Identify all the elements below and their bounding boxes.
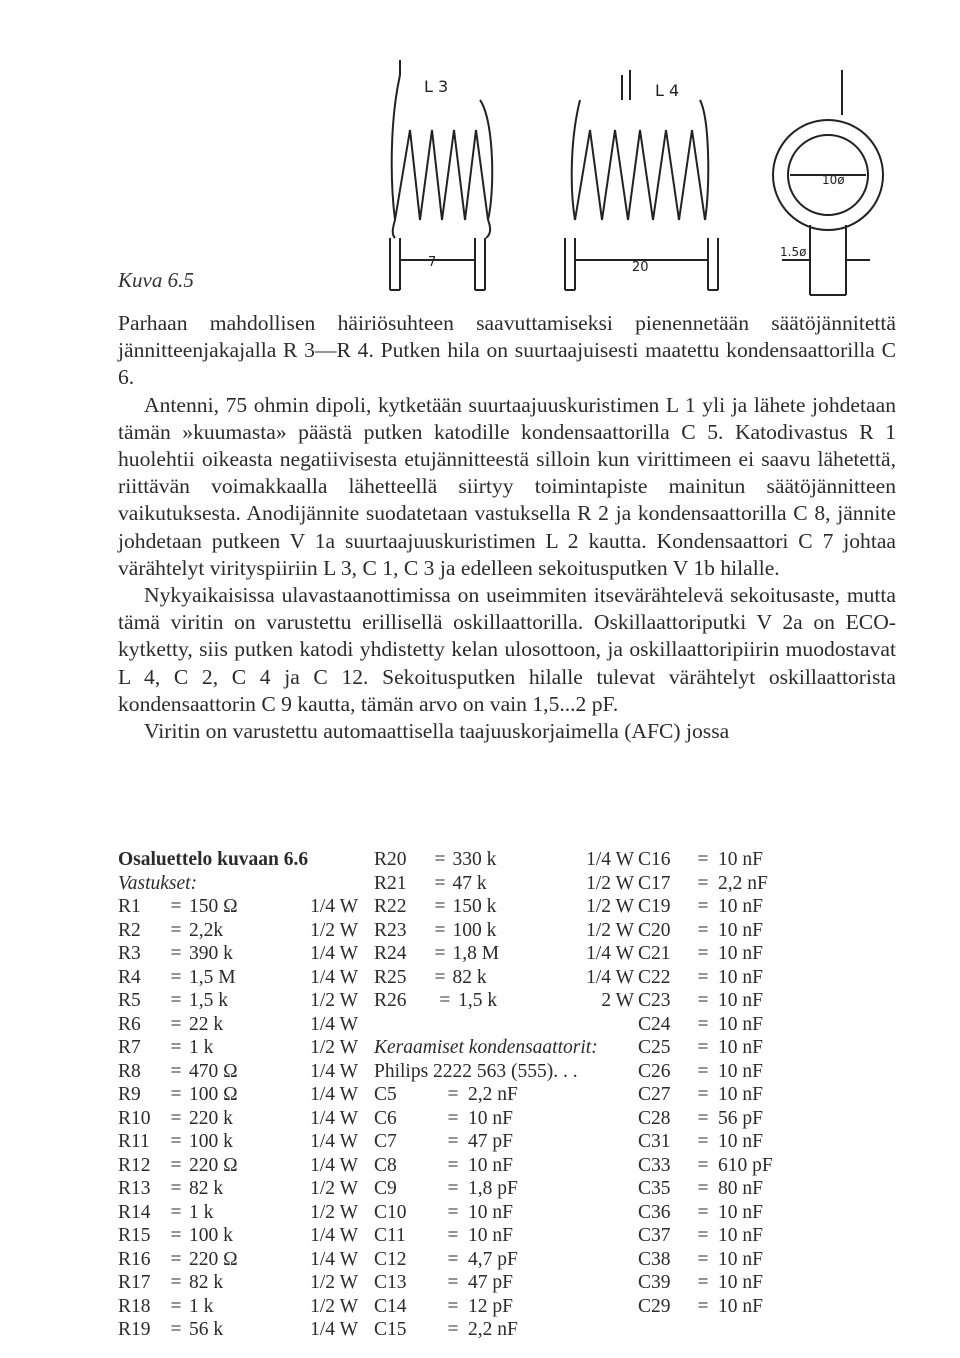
part-value: 10 nF bbox=[718, 1248, 763, 1270]
parts-row bbox=[638, 1177, 798, 1201]
part-id: C35 bbox=[638, 1178, 671, 1199]
equals-sign: = bbox=[447, 1084, 459, 1105]
equals-sign: = bbox=[697, 990, 709, 1011]
part-value: 100 k bbox=[188, 1225, 233, 1246]
dim-7: 7 bbox=[428, 255, 437, 270]
part-id: C28 bbox=[638, 1107, 671, 1129]
part-value: 1 k bbox=[188, 1037, 214, 1058]
part-rating: 1/2 W bbox=[310, 990, 358, 1011]
part-rating: 1/4 W bbox=[310, 1107, 358, 1129]
parts-row bbox=[638, 1201, 798, 1225]
part-id: C11 bbox=[374, 1225, 406, 1246]
parts-row bbox=[118, 1013, 358, 1037]
part-value: 10 nF bbox=[718, 943, 763, 964]
parts-row bbox=[118, 1154, 358, 1178]
parts-row bbox=[638, 1271, 798, 1295]
part-id: C33 bbox=[638, 1154, 671, 1176]
equals-sign: = bbox=[170, 1154, 182, 1176]
parts-row bbox=[638, 1295, 798, 1319]
part-value: 100 k bbox=[188, 1131, 233, 1152]
equals-sign: = bbox=[170, 1084, 182, 1105]
equals-sign: = bbox=[434, 919, 446, 941]
part-value: 1,5 k bbox=[458, 990, 498, 1011]
equals-sign: = bbox=[447, 1178, 459, 1199]
part-id: R8 bbox=[118, 1060, 141, 1082]
part-id: R1 bbox=[118, 896, 141, 917]
part-value: 2,2k bbox=[188, 919, 224, 941]
parts-row bbox=[374, 1318, 634, 1342]
part-value: 10 nF bbox=[718, 1201, 763, 1223]
part-value: 80 nF bbox=[718, 1178, 763, 1199]
part-id: R9 bbox=[118, 1084, 141, 1105]
part-value: 22 k bbox=[188, 1013, 224, 1035]
part-id: C39 bbox=[638, 1272, 671, 1293]
part-id: R19 bbox=[118, 1319, 151, 1340]
part-id: C14 bbox=[374, 1295, 407, 1317]
part-id: C6 bbox=[374, 1107, 397, 1129]
part-value: 10 nF bbox=[718, 1272, 763, 1293]
part-id: R5 bbox=[118, 990, 141, 1011]
part-value: 220 Ω bbox=[188, 1154, 238, 1176]
part-id: R15 bbox=[118, 1225, 151, 1246]
equals-sign: = bbox=[697, 1225, 709, 1246]
part-rating: 1/4 W bbox=[310, 896, 358, 917]
parts-row bbox=[374, 942, 634, 966]
part-id: C10 bbox=[374, 1201, 407, 1223]
part-id: C26 bbox=[638, 1060, 671, 1082]
equals-sign: = bbox=[697, 1013, 709, 1035]
part-rating: 1/4 W bbox=[586, 943, 634, 964]
part-rating: 1/2 W bbox=[586, 896, 634, 917]
parts-row bbox=[118, 942, 358, 966]
part-rating: 1/4 W bbox=[310, 1248, 358, 1270]
part-value: 2,2 nF bbox=[468, 1084, 518, 1105]
philips-line: Philips 2222 563 (555). . . bbox=[374, 1060, 578, 1082]
part-value: 2,2 nF bbox=[718, 872, 768, 894]
part-value: 56 pF bbox=[718, 1107, 763, 1129]
part-rating: 1/2 W bbox=[586, 872, 634, 894]
part-id: R14 bbox=[118, 1201, 151, 1223]
parts-row bbox=[374, 1295, 634, 1319]
equals-sign: = bbox=[434, 966, 446, 988]
parts-row bbox=[118, 1271, 358, 1295]
part-id: C13 bbox=[374, 1272, 407, 1293]
equals-sign: = bbox=[447, 1131, 459, 1152]
part-value: 150 Ω bbox=[188, 896, 238, 917]
part-rating: 1/4 W bbox=[310, 1225, 358, 1246]
part-id: C5 bbox=[374, 1084, 397, 1105]
equals-sign: = bbox=[170, 1319, 182, 1340]
parts-row bbox=[638, 1036, 798, 1060]
part-id: C37 bbox=[638, 1225, 671, 1246]
equals-sign: = bbox=[697, 1248, 709, 1270]
parts-row bbox=[374, 966, 634, 990]
part-rating: 1/2 W bbox=[310, 1295, 358, 1317]
spacer-row bbox=[374, 1013, 634, 1037]
part-value: 10 nF bbox=[718, 849, 763, 870]
dim-15: 1.5ø bbox=[780, 245, 807, 259]
part-id: R17 bbox=[118, 1272, 151, 1293]
part-value: 2,2 nF bbox=[468, 1319, 518, 1340]
equals-sign: = bbox=[170, 990, 182, 1011]
parts-row bbox=[374, 848, 634, 872]
equals-sign: = bbox=[434, 896, 446, 917]
equals-sign: = bbox=[697, 1107, 709, 1129]
part-value: 4,7 pF bbox=[468, 1248, 518, 1270]
equals-sign: = bbox=[170, 1107, 182, 1129]
part-rating: 1/4 W bbox=[310, 1131, 358, 1152]
parts-row bbox=[118, 1083, 358, 1107]
parts-row bbox=[374, 895, 634, 919]
paragraph: Viritin on varustettu automaattisella taajuuskorjaimella (AFC) jossa bbox=[144, 719, 730, 744]
part-rating: 1/4 W bbox=[586, 966, 634, 988]
part-value: 10 nF bbox=[718, 1131, 763, 1152]
equals-sign: = bbox=[697, 896, 709, 917]
parts-row bbox=[118, 1177, 358, 1201]
part-id: R23 bbox=[374, 919, 407, 941]
part-value: 1 k bbox=[188, 1295, 214, 1317]
parts-row bbox=[374, 1130, 634, 1154]
parts-row bbox=[374, 1154, 634, 1178]
parts-row bbox=[374, 919, 634, 943]
equals-sign: = bbox=[170, 1201, 182, 1223]
part-id: R18 bbox=[118, 1295, 151, 1317]
part-id: R10 bbox=[118, 1107, 151, 1129]
part-rating: 2 W bbox=[601, 990, 634, 1011]
part-id: R3 bbox=[118, 943, 141, 964]
parts-row bbox=[638, 966, 798, 990]
equals-sign: = bbox=[434, 943, 446, 964]
dim-10: 10ø bbox=[822, 173, 845, 187]
parts-row bbox=[118, 989, 358, 1013]
parts-column-3 bbox=[638, 848, 798, 1318]
part-id: C36 bbox=[638, 1201, 671, 1223]
part-value: 82 k bbox=[188, 1178, 224, 1199]
part-id: R20 bbox=[374, 849, 407, 870]
part-value: 100 Ω bbox=[188, 1084, 238, 1105]
part-value: 10 nF bbox=[718, 990, 763, 1011]
part-rating: 1/2 W bbox=[310, 1178, 358, 1199]
equals-sign: = bbox=[447, 1107, 459, 1129]
equals-sign: = bbox=[170, 966, 182, 988]
equals-sign: = bbox=[170, 1060, 182, 1082]
parts-row bbox=[118, 1224, 358, 1248]
resistors-heading: Vastukset: bbox=[118, 872, 198, 894]
part-id: R13 bbox=[118, 1178, 151, 1199]
part-id: R12 bbox=[118, 1154, 151, 1176]
equals-sign: = bbox=[697, 872, 709, 894]
part-value: 1,8 pF bbox=[468, 1178, 518, 1199]
parts-column-1 bbox=[118, 848, 358, 1342]
parts-heading: Osaluettelo kuvaan 6.6 bbox=[118, 849, 309, 870]
equals-sign: = bbox=[697, 966, 709, 988]
part-value: 1,5 M bbox=[188, 966, 236, 988]
part-rating: 1/2 W bbox=[310, 1272, 358, 1293]
part-rating: 1/4 W bbox=[310, 1013, 358, 1035]
parts-row bbox=[118, 1318, 358, 1342]
parts-row bbox=[638, 1083, 798, 1107]
equals-sign: = bbox=[697, 943, 709, 964]
equals-sign: = bbox=[447, 1272, 459, 1293]
paragraph: Parhaan mahdollisen häiriösuhteen saavuttamiseksi pienennetään säätöjännitettä jännitteenjakajalla R 3—R 4. Putken hila on suurtaajuisesti maatettu kondensaattorilla C 6. bbox=[118, 311, 896, 390]
part-rating: 1/4 W bbox=[310, 966, 358, 988]
part-value: 10 nF bbox=[468, 1107, 513, 1129]
part-id: C12 bbox=[374, 1248, 407, 1270]
part-id: C9 bbox=[374, 1178, 397, 1199]
equals-sign: = bbox=[697, 1154, 709, 1176]
part-value: 220 k bbox=[188, 1107, 233, 1129]
part-id: R2 bbox=[118, 919, 141, 941]
parts-row bbox=[374, 1083, 634, 1107]
part-value: 10 nF bbox=[718, 1060, 763, 1082]
part-value: 470 Ω bbox=[188, 1060, 238, 1082]
parts-row bbox=[374, 1177, 634, 1201]
part-value: 10 nF bbox=[718, 1037, 763, 1058]
parts-row bbox=[374, 872, 634, 896]
parts-row bbox=[638, 1060, 798, 1084]
part-id: C21 bbox=[638, 943, 671, 964]
equals-sign: = bbox=[170, 1248, 182, 1270]
equals-sign: = bbox=[170, 1295, 182, 1317]
equals-sign: = bbox=[434, 872, 446, 894]
part-value: 330 k bbox=[452, 849, 497, 870]
parts-row bbox=[638, 1013, 798, 1037]
parts-row bbox=[118, 1248, 358, 1272]
equals-sign: = bbox=[447, 1154, 459, 1176]
part-value: 10 nF bbox=[718, 966, 763, 988]
part-rating: 1/2 W bbox=[586, 919, 634, 941]
part-id: C17 bbox=[638, 872, 671, 894]
part-value: 10 nF bbox=[718, 919, 763, 941]
part-value: 10 nF bbox=[718, 1013, 763, 1035]
part-value: 1 k bbox=[188, 1201, 214, 1223]
equals-sign: = bbox=[170, 896, 182, 917]
parts-row bbox=[118, 895, 358, 919]
equals-sign: = bbox=[170, 1131, 182, 1152]
part-id: R25 bbox=[374, 966, 407, 988]
parts-row bbox=[374, 989, 634, 1013]
part-value: 10 nF bbox=[468, 1225, 513, 1246]
part-id: C27 bbox=[638, 1084, 671, 1105]
dim-20: 20 bbox=[632, 260, 649, 275]
part-value: 610 pF bbox=[718, 1154, 773, 1176]
equals-sign: = bbox=[697, 1178, 709, 1199]
part-rating: 1/2 W bbox=[310, 1037, 358, 1058]
part-id: R6 bbox=[118, 1013, 141, 1035]
part-id: C7 bbox=[374, 1131, 397, 1152]
equals-sign: = bbox=[697, 1060, 709, 1082]
part-id: C38 bbox=[638, 1248, 671, 1270]
part-value: 10 nF bbox=[718, 896, 763, 917]
equals-sign: = bbox=[697, 849, 709, 870]
equals-sign: = bbox=[447, 1295, 459, 1317]
part-value: 12 pF bbox=[468, 1295, 513, 1317]
part-id: R11 bbox=[118, 1131, 150, 1152]
part-rating: 1/4 W bbox=[310, 1084, 358, 1105]
part-rating: 1/2 W bbox=[310, 1201, 358, 1223]
part-id: R24 bbox=[374, 943, 407, 964]
equals-sign: = bbox=[697, 1272, 709, 1293]
parts-row bbox=[638, 848, 798, 872]
parts-row bbox=[638, 1154, 798, 1178]
part-value: 47 k bbox=[452, 872, 487, 894]
part-value: 82 k bbox=[188, 1272, 224, 1293]
equals-sign: = bbox=[447, 1225, 459, 1246]
part-id: R21 bbox=[374, 872, 407, 894]
part-id: R7 bbox=[118, 1037, 141, 1058]
part-id: R4 bbox=[118, 966, 141, 988]
parts-row bbox=[118, 1130, 358, 1154]
parts-row bbox=[118, 1201, 358, 1225]
coil-figure bbox=[110, 60, 910, 310]
part-id: R26 bbox=[374, 990, 407, 1011]
part-value: 150 k bbox=[452, 896, 497, 917]
label-l3: L 3 bbox=[424, 77, 449, 96]
equals-sign: = bbox=[170, 943, 182, 964]
parts-row bbox=[118, 1295, 358, 1319]
part-value: 1,5 k bbox=[188, 990, 228, 1011]
part-id: C8 bbox=[374, 1154, 397, 1176]
equals-sign: = bbox=[170, 1225, 182, 1246]
figure-caption: Kuva 6.5 bbox=[118, 268, 194, 292]
body-text bbox=[118, 310, 896, 745]
parts-row bbox=[638, 989, 798, 1013]
part-id: C31 bbox=[638, 1131, 671, 1152]
part-value: 82 k bbox=[452, 966, 487, 988]
part-value: 100 k bbox=[452, 919, 497, 941]
parts-row bbox=[118, 966, 358, 990]
equals-sign: = bbox=[697, 1037, 709, 1058]
paragraph: Antenni, 75 ohmin dipoli, kytketään suurtaajuuskuristimen L 1 yli ja lähete johdetaan tämän »kuumasta» päästä putken katodille kondensaattorilla C 5. Katodivastus R 1 huolehtii oikeasta negatiivisesta etujännitteestä silloin kun virittimeen ei saavu lähetettä, riittävän voimakkaalla lähetteellä siirtyy toimintapiste mainitun säätöjännitteen vaikutuksesta. Anodijännite suodatetaan vastuksella R 2 ja kondensaattorilla C 8, jännite johdetaan putkeen V 1a suurtaajuuskuristimen L 2 kautta. Kondensaattori C 7 johtaa värähtelyt virityspiiriin L 3, C 1, C 3 ja edelleen sekoitusputken V 1b hilalle. bbox=[118, 392, 896, 580]
part-id: C19 bbox=[638, 896, 671, 917]
part-id: C15 bbox=[374, 1319, 407, 1340]
parts-row bbox=[118, 1060, 358, 1084]
parts-row bbox=[638, 1130, 798, 1154]
parts-row bbox=[638, 919, 798, 943]
equals-sign: = bbox=[170, 1013, 182, 1035]
parts-row bbox=[638, 1107, 798, 1131]
parts-row bbox=[118, 1036, 358, 1060]
equals-sign: = bbox=[447, 1201, 459, 1223]
part-value: 390 k bbox=[188, 943, 233, 964]
part-id: C24 bbox=[638, 1013, 671, 1035]
part-id: C20 bbox=[638, 919, 671, 941]
parts-row bbox=[374, 1201, 634, 1225]
parts-row bbox=[374, 1224, 634, 1248]
equals-sign: = bbox=[170, 919, 182, 941]
part-value: 10 nF bbox=[468, 1201, 513, 1223]
part-id: C29 bbox=[638, 1295, 671, 1317]
part-value: 10 nF bbox=[718, 1225, 763, 1246]
part-id: C16 bbox=[638, 849, 671, 870]
equals-sign: = bbox=[439, 990, 451, 1011]
part-rating: 1/4 W bbox=[586, 849, 634, 870]
parts-row bbox=[374, 1248, 634, 1272]
equals-sign: = bbox=[170, 1178, 182, 1199]
part-value: 47 pF bbox=[468, 1131, 513, 1152]
part-rating: 1/4 W bbox=[310, 1319, 358, 1340]
part-id: C23 bbox=[638, 990, 671, 1011]
parts-row bbox=[638, 1248, 798, 1272]
equals-sign: = bbox=[697, 919, 709, 941]
equals-sign: = bbox=[170, 1272, 182, 1293]
paragraph: Nykyaikaisissa ulavastaanottimissa on useimmiten itsevärähtelevä sekoitusaste, mutta tämä viritin on varustettu erillisellä oskillaattorilla. Oskillaattoriputki V 2a on ECO-kytketty, siis putken katodi yhdistetty kelan ulosottoon, ja oskillaattoripiirin muodostavat L 4, C 2, C 4 ja C 12. Sekoitusputken hilalle tulevat värähtelyt oskillaattorista kondensaattorin C 9 kautta, tämän arvo on vain 1,5...2 pF. bbox=[118, 583, 896, 716]
equals-sign: = bbox=[447, 1319, 459, 1340]
parts-row bbox=[638, 895, 798, 919]
parts-row bbox=[118, 1107, 358, 1131]
part-rating: 1/4 W bbox=[310, 943, 358, 964]
parts-row bbox=[374, 1107, 634, 1131]
parts-row bbox=[374, 1271, 634, 1295]
parts-column-2 bbox=[374, 848, 634, 1342]
parts-row bbox=[638, 1224, 798, 1248]
equals-sign: = bbox=[447, 1248, 459, 1270]
part-id: C22 bbox=[638, 966, 671, 988]
part-value: 10 nF bbox=[718, 1295, 763, 1317]
equals-sign: = bbox=[697, 1084, 709, 1105]
part-rating: 1/2 W bbox=[310, 919, 358, 941]
part-id: R22 bbox=[374, 896, 407, 917]
capacitors-heading: Keraamiset kondensaattorit: bbox=[374, 1037, 598, 1058]
parts-row bbox=[638, 942, 798, 966]
part-id: C25 bbox=[638, 1037, 671, 1058]
part-id: R16 bbox=[118, 1248, 151, 1270]
equals-sign: = bbox=[697, 1201, 709, 1223]
label-l4: L 4 bbox=[655, 81, 680, 100]
part-value: 56 k bbox=[188, 1319, 224, 1340]
part-value: 47 pF bbox=[468, 1272, 513, 1293]
coil-l4-icon bbox=[565, 70, 718, 290]
part-rating: 1/4 W bbox=[310, 1060, 358, 1082]
parts-row bbox=[118, 919, 358, 943]
part-value: 1,8 M bbox=[452, 943, 500, 964]
part-value: 10 nF bbox=[718, 1084, 763, 1105]
coil-drawing bbox=[110, 60, 910, 310]
equals-sign: = bbox=[170, 1037, 182, 1058]
parts-row bbox=[638, 872, 798, 896]
part-rating: 1/4 W bbox=[310, 1154, 358, 1176]
part-value: 220 Ω bbox=[188, 1248, 238, 1270]
equals-sign: = bbox=[697, 1295, 709, 1317]
equals-sign: = bbox=[434, 849, 446, 870]
part-value: 10 nF bbox=[468, 1154, 513, 1176]
equals-sign: = bbox=[697, 1131, 709, 1152]
